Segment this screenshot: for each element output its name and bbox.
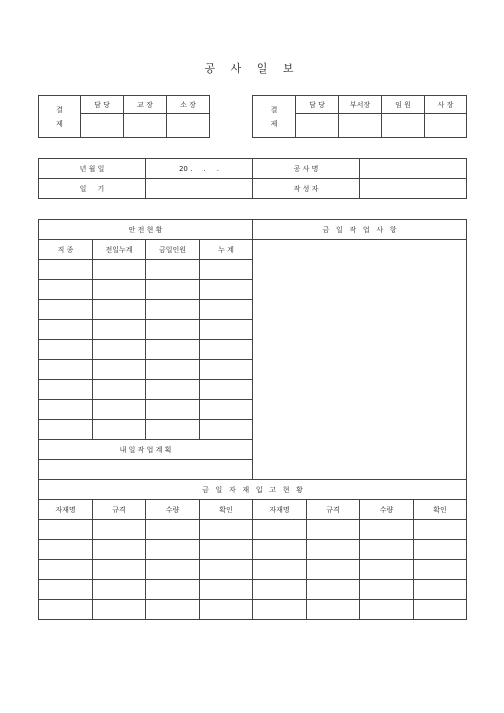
safety-status-header: 안 전 현 황: [39, 220, 253, 240]
materials-cell[interactable]: [93, 580, 146, 600]
safety-cell-cumulative[interactable]: [200, 360, 253, 380]
materials-cell[interactable]: [253, 560, 307, 580]
report-table: [38, 219, 467, 620]
safety-cell-cumulative[interactable]: [200, 400, 253, 420]
materials-cell[interactable]: [307, 600, 360, 620]
safety-col-cumulative: 누 계: [200, 240, 253, 260]
safety-cell-today-count[interactable]: [146, 320, 200, 340]
materials-cell[interactable]: [39, 560, 93, 580]
materials-cell[interactable]: [253, 540, 307, 560]
signature-box[interactable]: [296, 114, 339, 138]
safety-cell-today-count[interactable]: [146, 260, 200, 280]
safety-cell-trade[interactable]: [39, 420, 93, 440]
materials-cell[interactable]: [200, 520, 253, 540]
tomorrow-plan-header: 내 일 작 업 계 획: [39, 440, 253, 460]
materials-cell[interactable]: [414, 520, 467, 540]
materials-cell[interactable]: [200, 540, 253, 560]
materials-cell[interactable]: [200, 580, 253, 600]
materials-cell[interactable]: [253, 520, 307, 540]
materials-cell[interactable]: [146, 580, 200, 600]
materials-cell[interactable]: [360, 600, 414, 620]
safety-cell-today-count[interactable]: [146, 380, 200, 400]
approval-right-role-4: 사 장: [425, 96, 467, 114]
materials-cell[interactable]: [39, 540, 93, 560]
info-table: [38, 158, 467, 199]
materials-cell[interactable]: [39, 600, 93, 620]
materials-cell[interactable]: [307, 580, 360, 600]
materials-cell[interactable]: [146, 540, 200, 560]
signature-box[interactable]: [382, 114, 425, 138]
safety-cell-today-count[interactable]: [146, 400, 200, 420]
materials-col-header: 수량: [146, 500, 200, 520]
project-name-label: 공 사 명: [253, 159, 360, 179]
safety-cell-prev-total[interactable]: [93, 380, 146, 400]
materials-cell[interactable]: [200, 560, 253, 580]
safety-cell-cumulative[interactable]: [200, 280, 253, 300]
safety-cell-today-count[interactable]: [146, 340, 200, 360]
safety-cell-prev-total[interactable]: [93, 400, 146, 420]
approval-left-role-1: 담 당: [81, 96, 124, 114]
project-name-field[interactable]: [360, 159, 467, 179]
safety-cell-trade[interactable]: [39, 320, 93, 340]
tomorrow-plan-field[interactable]: [39, 460, 253, 480]
safety-cell-today-count[interactable]: [146, 360, 200, 380]
materials-cell[interactable]: [360, 520, 414, 540]
materials-cell[interactable]: [146, 600, 200, 620]
materials-col-header: 확인: [200, 500, 253, 520]
safety-cell-prev-total[interactable]: [93, 280, 146, 300]
materials-row: [39, 580, 467, 600]
materials-cell[interactable]: [360, 560, 414, 580]
materials-col-header: 규격: [307, 500, 360, 520]
materials-cell[interactable]: [253, 580, 307, 600]
safety-cell-prev-total[interactable]: [93, 420, 146, 440]
approval-spacer: [210, 96, 253, 138]
materials-row: [39, 520, 467, 540]
materials-cell[interactable]: [93, 540, 146, 560]
approval-left-role-3: 소 장: [167, 96, 210, 114]
materials-cell[interactable]: [414, 580, 467, 600]
safety-cell-trade[interactable]: [39, 260, 93, 280]
safety-cell-prev-total[interactable]: [93, 360, 146, 380]
safety-cell-cumulative[interactable]: [200, 420, 253, 440]
safety-cell-trade[interactable]: [39, 300, 93, 320]
materials-cell[interactable]: [307, 540, 360, 560]
materials-cell[interactable]: [307, 520, 360, 540]
materials-cell[interactable]: [414, 560, 467, 580]
safety-cell-trade[interactable]: [39, 340, 93, 360]
materials-cell[interactable]: [39, 580, 93, 600]
approval-left-role-2: 교 장: [124, 96, 167, 114]
materials-row: [39, 540, 467, 560]
materials-cell[interactable]: [39, 520, 93, 540]
materials-cell[interactable]: [360, 580, 414, 600]
materials-row: [39, 600, 467, 620]
approval-left-label: 결 제: [39, 96, 81, 138]
safety-col-today-count: 금일인원: [146, 240, 200, 260]
signature-box[interactable]: [124, 114, 167, 138]
materials-cell[interactable]: [146, 560, 200, 580]
safety-cell-today-count[interactable]: [146, 280, 200, 300]
weather-label: 일 기: [39, 179, 146, 199]
approval-right-label: 결 제: [253, 96, 296, 138]
author-label: 작 성 자: [253, 179, 360, 199]
materials-row: [39, 560, 467, 580]
safety-col-prev-total: 전일누계: [93, 240, 146, 260]
approval-right-role-1: 담 당: [296, 96, 339, 114]
materials-cell[interactable]: [200, 600, 253, 620]
document-title: 공 사 일 보: [204, 62, 300, 75]
materials-col-header: 수량: [360, 500, 414, 520]
signature-box[interactable]: [81, 114, 124, 138]
author-field[interactable]: [360, 179, 467, 199]
today-work-header: 금 일 작 업 사 항: [253, 220, 467, 240]
approval-right-role-3: 임 원: [382, 96, 425, 114]
safety-cell-trade[interactable]: [39, 280, 93, 300]
weather-field[interactable]: [146, 179, 253, 199]
signature-box[interactable]: [425, 114, 467, 138]
materials-col-header: 확인: [414, 500, 467, 520]
approval-table: [38, 95, 467, 138]
today-work-area[interactable]: [253, 240, 467, 480]
materials-cell[interactable]: [414, 600, 467, 620]
safety-cell-today-count[interactable]: [146, 420, 200, 440]
safety-col-trade: 직 종: [39, 240, 93, 260]
safety-cell-prev-total[interactable]: [93, 340, 146, 360]
safety-cell-cumulative[interactable]: [200, 300, 253, 320]
safety-cell-prev-total[interactable]: [93, 260, 146, 280]
safety-cell-prev-total[interactable]: [93, 300, 146, 320]
materials-cell[interactable]: [146, 520, 200, 540]
materials-cell[interactable]: [360, 540, 414, 560]
safety-cell-prev-total[interactable]: [93, 320, 146, 340]
signature-box[interactable]: [167, 114, 210, 138]
signature-box[interactable]: [339, 114, 382, 138]
materials-cell[interactable]: [93, 600, 146, 620]
safety-cell-today-count[interactable]: [146, 300, 200, 320]
safety-cell-trade[interactable]: [39, 360, 93, 380]
materials-cell[interactable]: [93, 520, 146, 540]
date-label: 년 월 일: [39, 159, 146, 179]
approval-right-role-2: 부서장: [339, 96, 382, 114]
materials-cell[interactable]: [414, 540, 467, 560]
materials-cell[interactable]: [93, 560, 146, 580]
safety-cell-cumulative[interactable]: [200, 320, 253, 340]
materials-cell[interactable]: [253, 600, 307, 620]
safety-cell-cumulative[interactable]: [200, 380, 253, 400]
materials-col-header: 규격: [93, 500, 146, 520]
materials-cell[interactable]: [307, 560, 360, 580]
materials-col-header: 자재명: [39, 500, 93, 520]
safety-cell-trade[interactable]: [39, 380, 93, 400]
safety-cell-cumulative[interactable]: [200, 340, 253, 360]
materials-col-header: 자재명: [253, 500, 307, 520]
materials-header: 금 일 자 재 입 고 현 황: [39, 480, 467, 500]
date-field[interactable]: 20 . . .: [146, 159, 253, 179]
safety-cell-cumulative[interactable]: [200, 260, 253, 280]
safety-cell-trade[interactable]: [39, 400, 93, 420]
